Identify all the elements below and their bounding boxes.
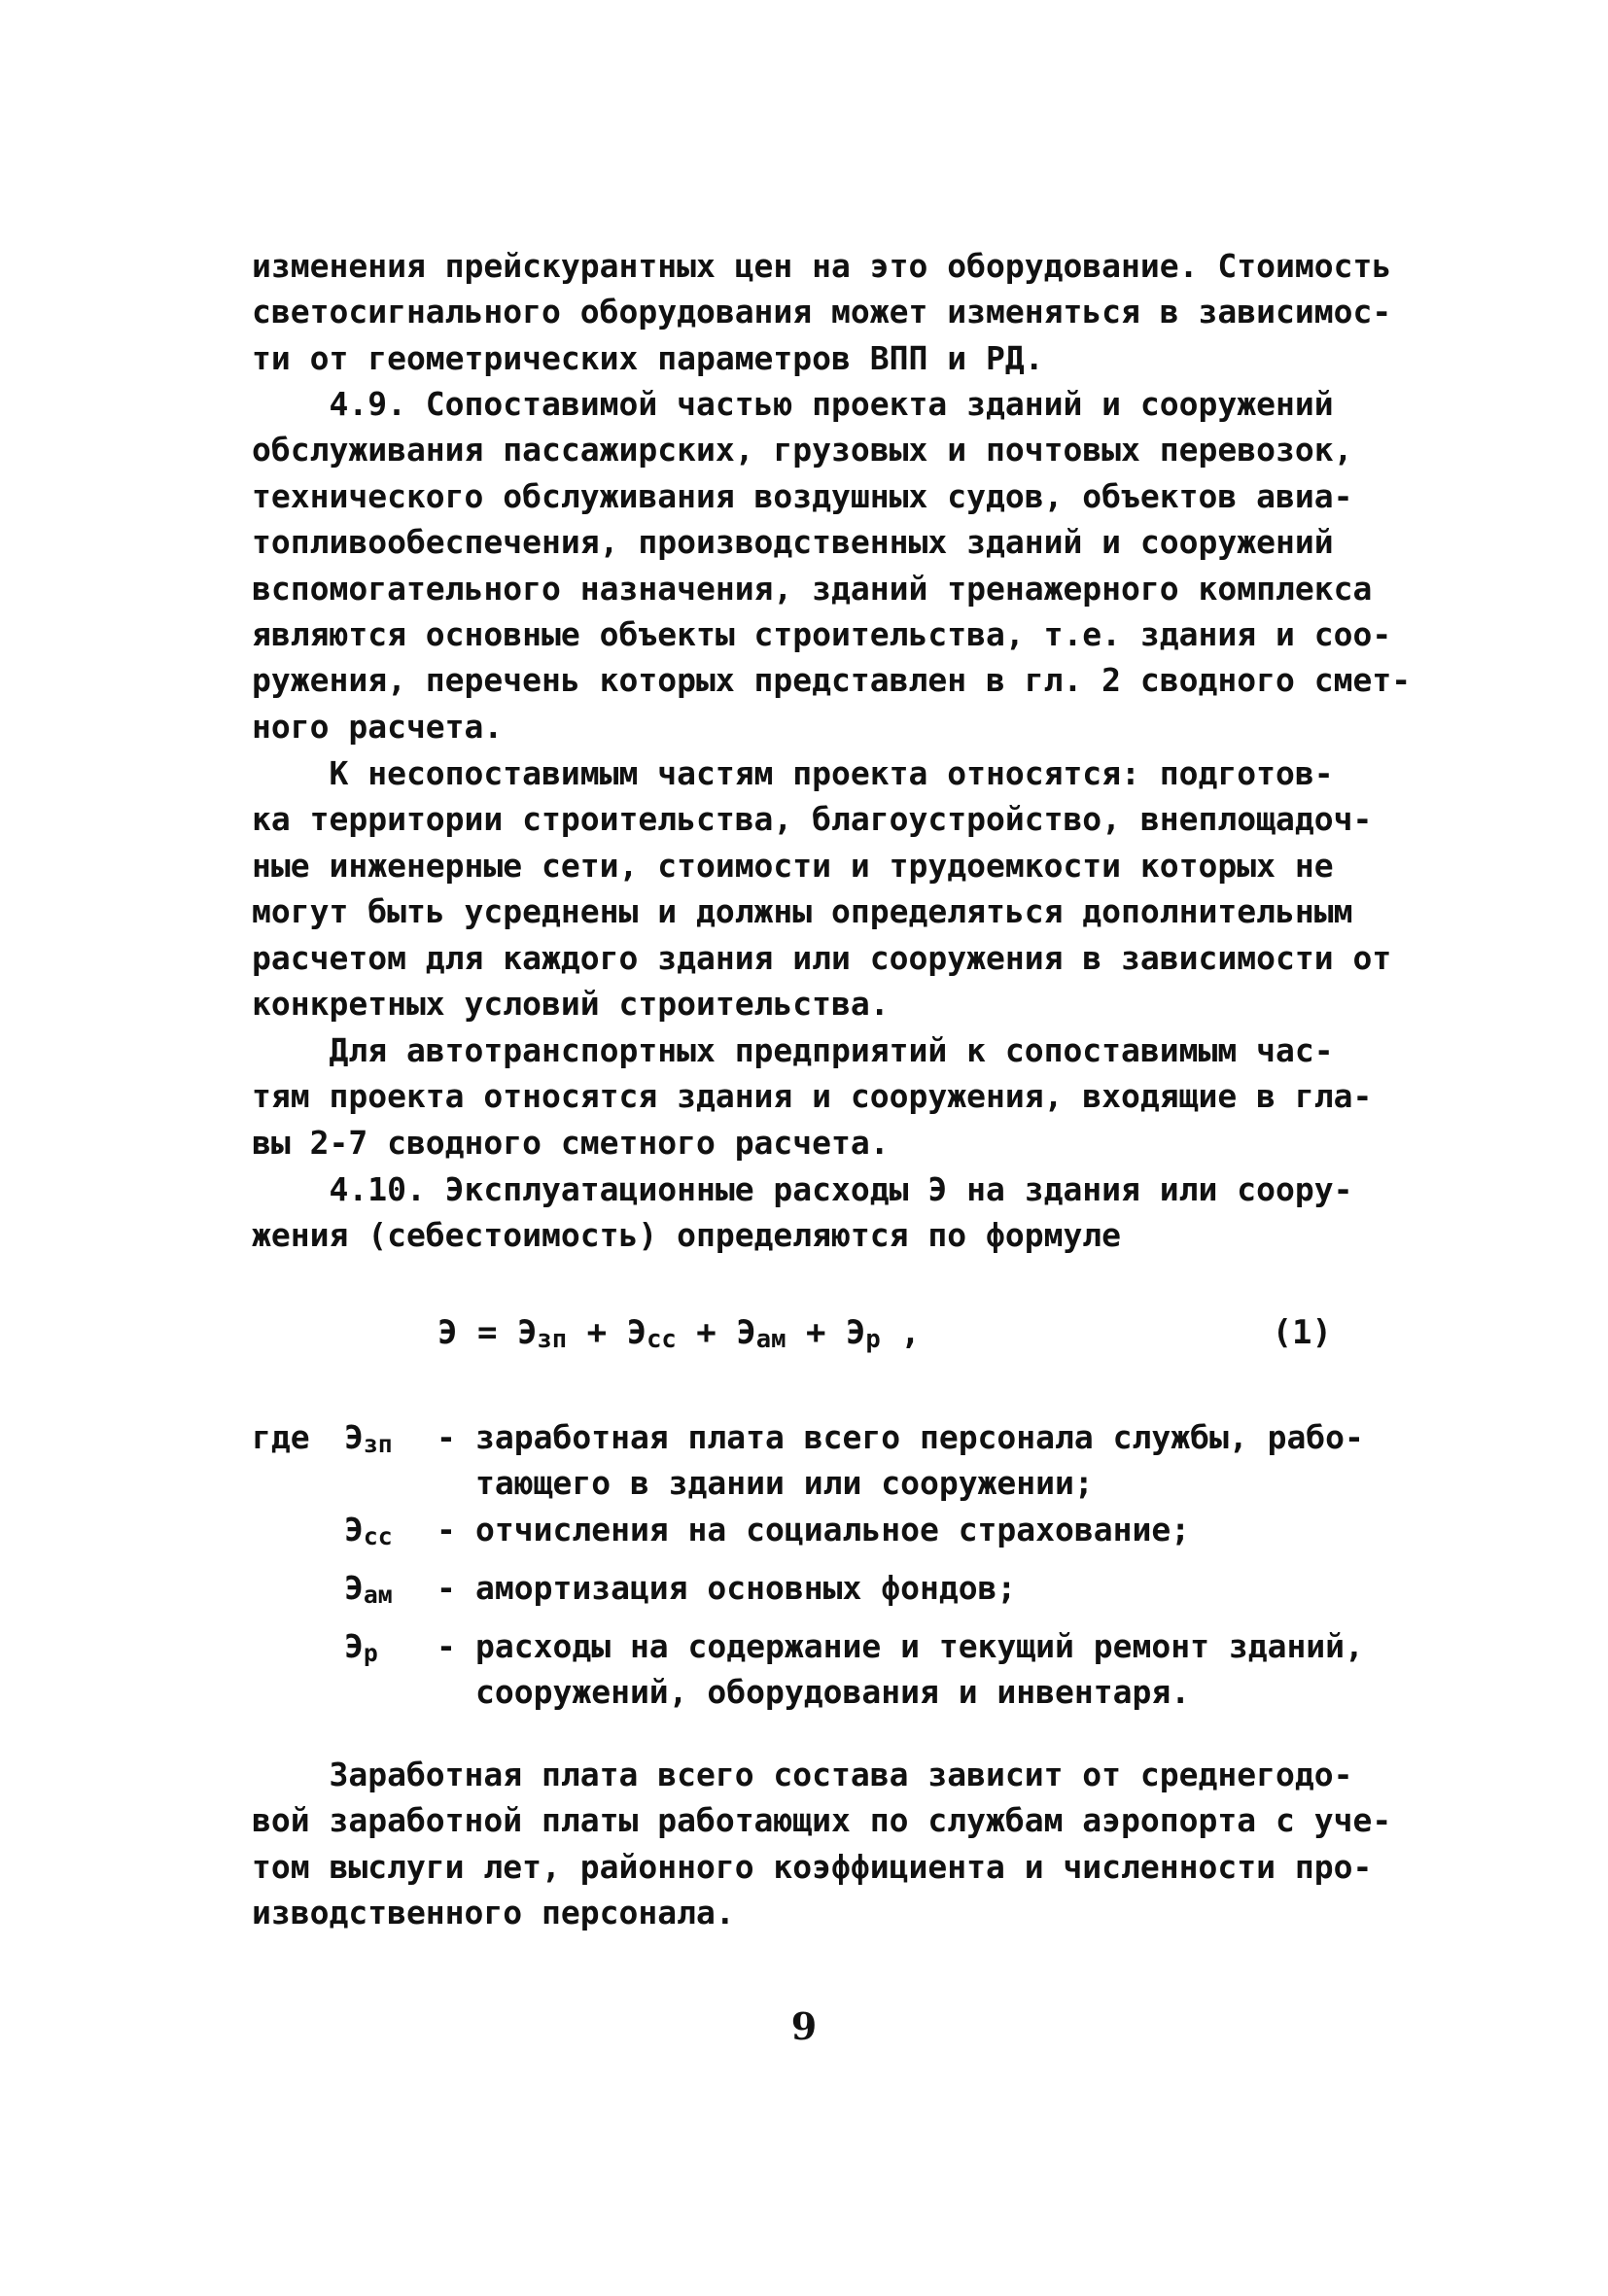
formula-lhs: Э xyxy=(437,1313,458,1352)
text-line: вспомогательного назначения, зданий тренажерного комплекса xyxy=(252,569,1373,608)
legend-dash: - xyxy=(437,1626,456,1665)
page-number: 9 xyxy=(790,2004,818,2048)
legend-description xyxy=(475,1565,1016,1611)
formula-tail: , xyxy=(900,1313,921,1352)
formula-term: $Э_{зп}$ xyxy=(516,1313,568,1354)
formula-legend xyxy=(252,1414,1364,1716)
paragraph-motor-transport xyxy=(252,1027,1373,1165)
formula-term: $Э_{ам}$ xyxy=(736,1313,787,1354)
text-line: топливообеспечения, производственных зданий и сооружений xyxy=(252,523,1334,562)
text-line: конкретных условий строительства. xyxy=(252,985,890,1024)
text-line: 4.10. Эксплуатационные расходы Э на здания или соору- xyxy=(252,1170,1353,1208)
legend-symbol: $Э_{зп}$ xyxy=(344,1418,393,1458)
text-line: расходы на содержание и текущий ремонт зданий, xyxy=(475,1626,1364,1665)
formula-expression xyxy=(437,1313,921,1354)
text-line: Для автотранспортных предприятий к сопоставимым час- xyxy=(252,1031,1334,1069)
legend-description xyxy=(475,1507,1190,1552)
legend-item xyxy=(252,1565,1360,1623)
text-line: технического обслуживания воздушных судов, объектов авиа- xyxy=(252,476,1353,515)
text-line: ти от геометрических параметров ВПП и РД. xyxy=(252,338,1044,377)
legend-description xyxy=(475,1623,1364,1716)
legend-dash: - xyxy=(437,1418,456,1456)
text-line: том выслуги лет, районного коэффициента и численности про- xyxy=(252,1847,1373,1886)
text-line: являются основные объекты строительства, т.е. здания и соо- xyxy=(252,615,1392,654)
formula-plus: + xyxy=(805,1313,826,1352)
paragraph-salary xyxy=(252,1752,1392,1936)
text-line: изменения прейскурантных цен на это оборудование. Стоимость xyxy=(252,247,1392,285)
formula-equals: = xyxy=(476,1313,498,1352)
text-line: светосигнального оборудования может изменяться в зависимос- xyxy=(252,293,1392,331)
text-line: тающего в здании или сооружении; xyxy=(475,1464,1094,1503)
legend-symbol: $Э_р$ xyxy=(344,1626,378,1667)
text-line: заработная плата всего персонала службы, рабо- xyxy=(475,1418,1364,1456)
legend-description xyxy=(475,1414,1364,1507)
text-line: Заработная плата всего состава зависит от среднегодо- xyxy=(252,1756,1353,1793)
legend-symbol: $Э_{ам}$ xyxy=(344,1568,393,1609)
text-line: ные инженерные сети, стоимости и трудоемкости которых не xyxy=(252,846,1334,885)
legend-item xyxy=(252,1414,1364,1507)
formula-plus: + xyxy=(696,1313,717,1352)
legend-dash: - xyxy=(437,1568,456,1607)
text-line: тям проекта относятся здания и сооружения, входящие в гла- xyxy=(252,1077,1373,1116)
paragraph-section-4-10 xyxy=(252,1166,1360,1259)
text-line: обслуживания пассажирских, грузовых и почтовых перевозок, xyxy=(252,431,1353,470)
text-line: ка территории строительства, благоустройство, внеплощадоч- xyxy=(252,800,1373,839)
formula-term: $Э_{сс}$ xyxy=(626,1313,677,1354)
text-line: амортизация основных фондов; xyxy=(475,1568,1017,1607)
legend-item xyxy=(252,1623,1364,1716)
text-line: изводственного персонала. xyxy=(252,1894,735,1932)
text-line: могут быть усреднены и должны определяться дополнительным xyxy=(252,892,1353,931)
text-line: ного расчета. xyxy=(252,707,504,746)
text-line: К несопоставимым частям проекта относятся: подготов- xyxy=(252,754,1334,792)
formula-term: $Э_р$ xyxy=(845,1313,881,1354)
text-line: вой заработной платы работающих по службам аэропорта с уче- xyxy=(252,1801,1392,1840)
text-line: вы 2-7 сводного сметного расчета. xyxy=(252,1123,890,1162)
legend-symbol: $Э_{сс}$ xyxy=(344,1510,393,1550)
paragraph-section-4-9 xyxy=(252,381,1412,749)
text-line: расчетом для каждого здания или сооружения в зависимости от xyxy=(252,938,1392,977)
legend-item xyxy=(252,1507,1360,1565)
formula-number: (1) xyxy=(1272,1313,1332,1352)
text-line: сооружений, оборудования и инвентаря. xyxy=(475,1673,1191,1712)
legend-dash: - xyxy=(437,1510,456,1548)
formula-plus: + xyxy=(586,1313,608,1352)
paragraph-equipment-cost xyxy=(252,243,1392,381)
text-line: 4.9. Сопоставимой частью проекта зданий и сооружений xyxy=(252,385,1334,423)
text-line: жения (себестоимость) определяются по формуле xyxy=(252,1216,1122,1255)
legend-where-label: где xyxy=(252,1418,310,1456)
formula-operating-costs xyxy=(437,1299,1332,1367)
text-line: ружения, перечень которых представлен в гл. 2 сводного смет- xyxy=(252,661,1412,700)
paragraph-non-comparable-parts xyxy=(252,750,1392,1026)
text-line: отчисления на социальное страхование; xyxy=(475,1510,1191,1548)
